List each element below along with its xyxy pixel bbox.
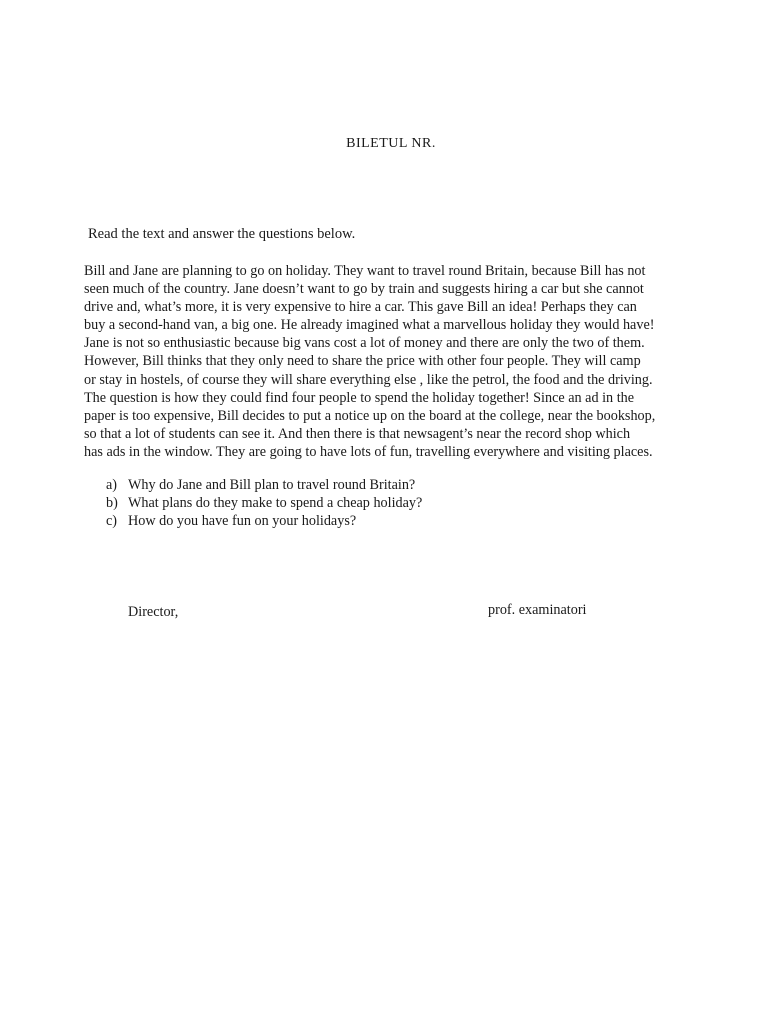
- question-marker: a): [106, 477, 118, 493]
- question-text: What plans do they make to spend a cheap holiday?: [128, 495, 423, 511]
- passage-line: Bill and Jane are planning to go on holiday. They want to travel round Britain, because Bill has not: [84, 263, 646, 279]
- question-item: [106, 512, 422, 530]
- reading-passage: [84, 262, 724, 461]
- passage-line: Jane is not so enthusiastic because big vans cost a lot of money and there are only the two of them.: [84, 335, 645, 352]
- question-marker: c): [106, 513, 118, 529]
- passage-line: However, Bill thinks that they only need to share the price with other four people. They will camp: [84, 353, 641, 370]
- passage-line: has ads in the window. They are going to have lots of fun, travelling everywhere and visiting places.: [84, 443, 653, 460]
- question-item: [106, 476, 422, 494]
- passage-line: The question is how they could find four people to spend the holiday together! Since an ad in the: [84, 389, 635, 406]
- document-title: BILETUL NR.: [346, 136, 436, 151]
- examiners-signature-label: prof. examinatori: [488, 602, 587, 618]
- question-marker: b): [106, 495, 118, 511]
- question-item: [106, 494, 422, 512]
- question-text: Why do Jane and Bill plan to travel round Britain?: [128, 477, 416, 493]
- passage-line: or stay in hostels, of course they will share everything else , like the petrol, the food and the driving.: [84, 371, 653, 388]
- passage-line: seen much of the country. Jane doesn’t want to go by train and suggests hiring a car but she cannot: [84, 281, 644, 298]
- passage-line: buy a second-hand van, a big one. He already imagined what a marvellous holiday they would have!: [84, 317, 655, 334]
- director-signature-label: Director,: [128, 604, 179, 620]
- question-list: [106, 476, 422, 530]
- passage-line: paper is too expensive, Bill decides to put a notice up on the board at the college, near the bookshop,: [84, 407, 656, 424]
- instruction-text: Read the text and answer the questions below.: [88, 226, 356, 242]
- question-text: How do you have fun on your holidays?: [128, 513, 357, 529]
- passage-line: drive and, what’s more, it is very expensive to hire a car. This gave Bill an idea! Perhaps they can: [84, 299, 637, 316]
- passage-line: so that a lot of students can see it. And then there is that newsagent’s near the record shop which: [84, 425, 631, 442]
